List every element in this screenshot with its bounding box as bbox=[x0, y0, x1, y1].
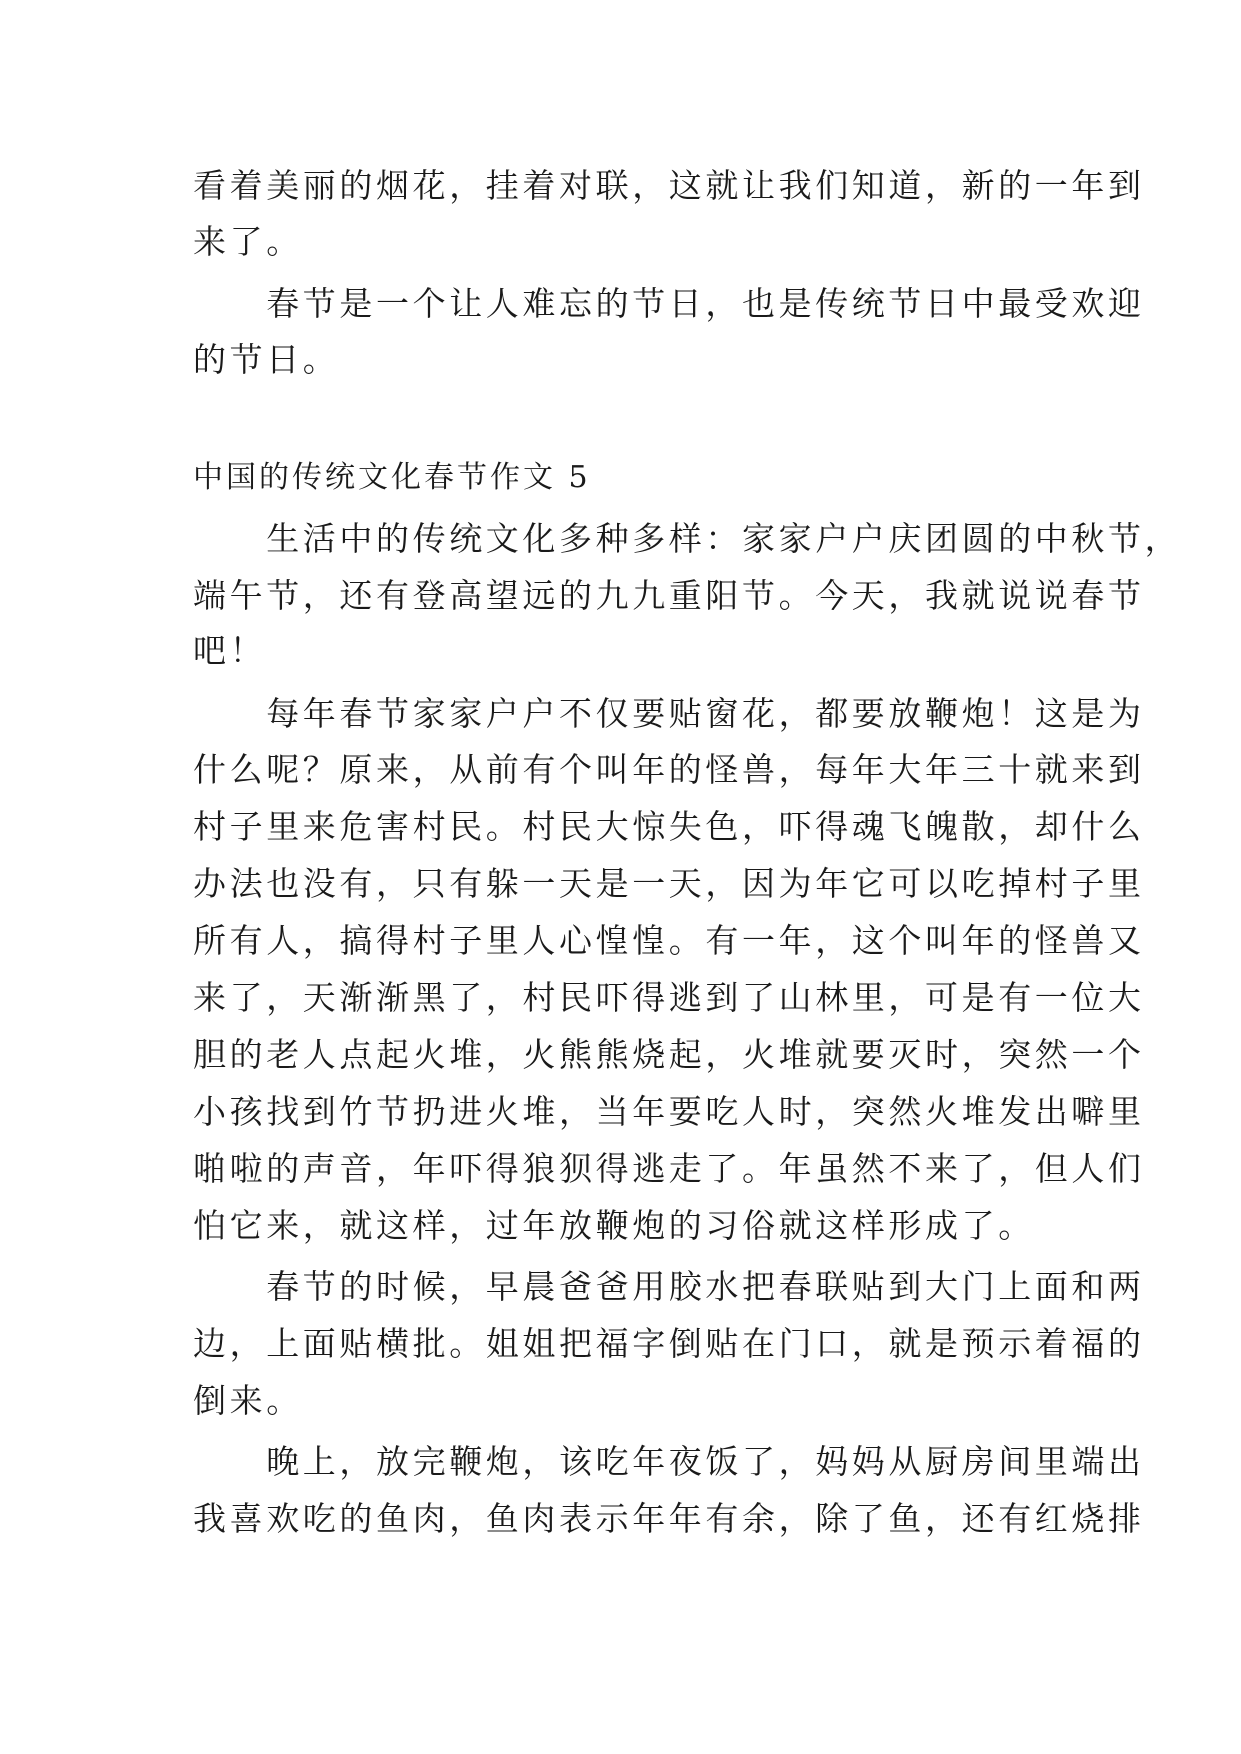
text-line: 怕它来，就这样，过年放鞭炮的习俗就这样形成了。 bbox=[193, 1206, 1035, 1245]
text-line: 啪啦的声音，年吓得狼狈得逃走了。年虽然不来了，但人们 bbox=[193, 1149, 1145, 1188]
text-line: 边，上面贴横批。姐姐把福字倒贴在门口，就是预示着福的 bbox=[193, 1324, 1145, 1363]
text-line: 小孩找到竹节扔进火堆，当年要吃人时，突然火堆发出噼里 bbox=[193, 1092, 1145, 1131]
text-line: 每年春节家家户户不仅要贴窗花，都要放鞭炮！这是为 bbox=[193, 694, 1145, 733]
text-line: 村子里来危害村民。村民大惊失色，吓得魂飞魄散，却什么 bbox=[193, 807, 1145, 846]
text-line: 吧！ bbox=[193, 631, 267, 670]
text-line: 我喜欢吃的鱼肉，鱼肉表示年年有余，除了鱼，还有红烧排 bbox=[193, 1499, 1145, 1538]
text-line: 端午节，还有登高望远的九九重阳节。今天，我就说说春节 bbox=[193, 576, 1145, 615]
text-line: 的节日。 bbox=[193, 340, 340, 379]
text-line: 生活中的传统文化多种多样：家家户户庆团圆的中秋节， bbox=[193, 519, 1182, 558]
text-line: 胆的老人点起火堆，火熊熊烧起，火堆就要灭时，突然一个 bbox=[193, 1035, 1145, 1074]
text-line: 来了。 bbox=[193, 222, 303, 261]
text-line: 春节的时候，早晨爸爸用胶水把春联贴到大门上面和两 bbox=[193, 1267, 1145, 1306]
text-line: 什么呢？原来，从前有个叫年的怪兽，每年大年三十就来到 bbox=[193, 750, 1145, 789]
text-line: 看着美丽的烟花，挂着对联，这就让我们知道，新的一年到 bbox=[193, 166, 1145, 205]
section-heading: 中国的传统文化春节作文 5 bbox=[193, 460, 591, 495]
text-line: 春节是一个让人难忘的节日，也是传统节日中最受欢迎 bbox=[193, 284, 1145, 323]
text-line: 晚上，放完鞭炮，该吃年夜饭了，妈妈从厨房间里端出 bbox=[193, 1442, 1145, 1481]
text-line: 办法也没有，只有躲一天是一天，因为年它可以吃掉村子里 bbox=[193, 864, 1145, 903]
text-line: 所有人，搞得村子里人心惶惶。有一年，这个叫年的怪兽又 bbox=[193, 921, 1145, 960]
text-line: 来了，天渐渐黑了，村民吓得逃到了山林里，可是有一位大 bbox=[193, 978, 1145, 1017]
text-line: 倒来。 bbox=[193, 1381, 303, 1420]
